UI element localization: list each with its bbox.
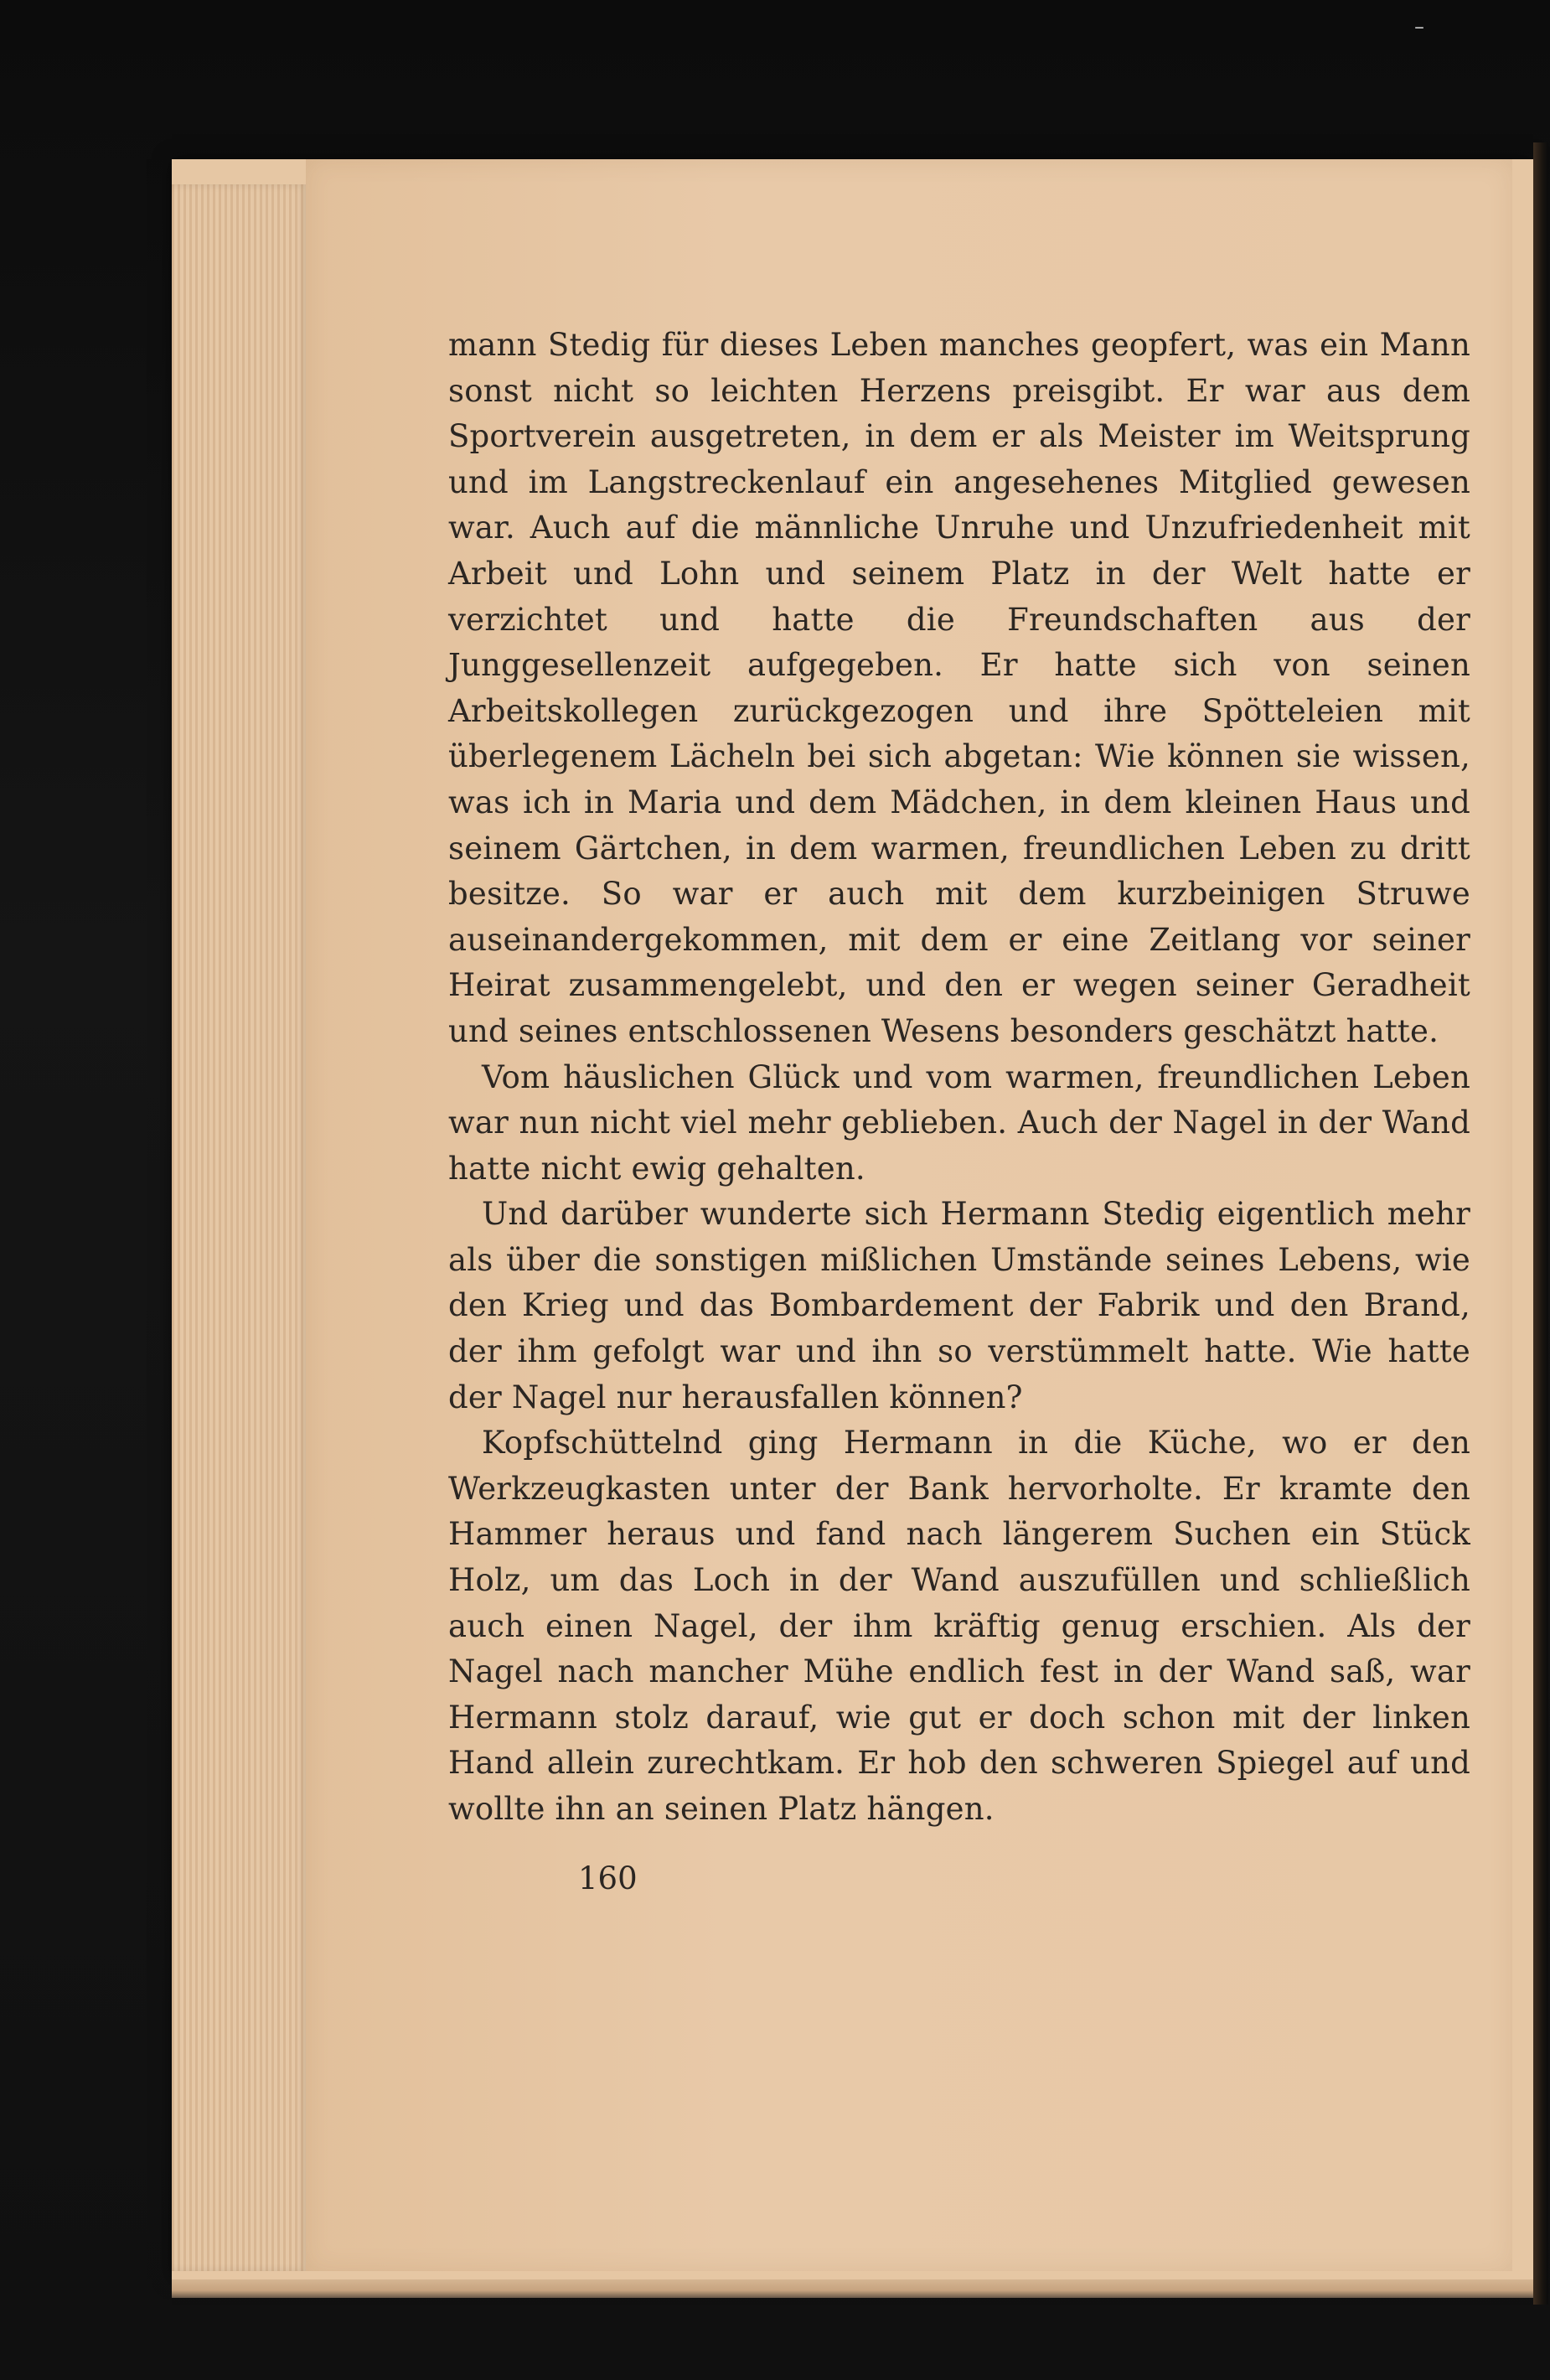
paragraph-3: Und darüber wunderte sich Hermann Stedig eigentlich mehr als über die sonstigen mißlichen Umstände seines Lebens, wie den Krieg und das Bombardement der Fabrik und den Brand, der ihm gefolgt war und ihn so verstümmelt hatte. Wie hatte der Nagel nur herausfallen können? (448, 1196, 1470, 1415)
stacked-page-edges (172, 184, 310, 2271)
book-spine-edge (1533, 142, 1548, 2305)
page-number: 160 (578, 1860, 638, 1896)
scanner-mark: – (1414, 15, 1424, 39)
page-text (448, 323, 1470, 1833)
paragraph-4: Kopfschüttelnd ging Hermann in die Küche, wo er den Werkzeugkasten unter der Bank hervorholte. Er kramte den Hammer heraus und fand nach längerem Suchen ein Stück Holz, um das Loch in der Wand auszufüllen und schließlich auch einen Nagel, der ihm kräftig genug erschien. Als der Nagel nach mancher Mühe endlich fest in der Wand saß, war Hermann stolz darauf, wie gut er doch schon mit der linken Hand allein zurechtkam. Er hob den schweren Spiegel auf und wollte ihn an seinen Platz hängen. (448, 1425, 1470, 1827)
paragraph-1: mann Stedig für dieses Leben manches geopfert, was ein Mann sonst nicht so leichten Herzens preisgibt. Er war aus dem Sportverein ausgetreten, in dem er als Meister im Weitsprung und im Langstreckenlauf ein angesehenes Mitglied gewesen war. Auch auf die männliche Unruhe und Unzufriedenheit mit Arbeit und Lohn und seinem Platz in der Welt hatte er verzichtet und hatte die Freundschaften aus der Junggesellenzeit aufgegeben. Er hatte sich von seinen Arbeitskollegen zurückgezogen und ihre Spötteleien mit überlegenem Lächeln bei sich abgetan: Wie können sie wissen, was ich in Maria und dem Mädchen, in dem kleinen Haus und seinem Gärtchen, in dem warmen, freundlichen Leben zu dritt besitze. So war er auch mit dem kurzbeinigen Struwe auseinandergekommen, mit dem er eine Zeitlang vor seiner Heirat zusammengelebt, und den er wegen seiner Geradheit und seines entschlossenen Wesens besonders geschätzt hatte. (448, 327, 1470, 1049)
book-bottom-edge (172, 2279, 1533, 2298)
paragraph-2: Vom häuslichen Glück und vom warmen, freundlichen Leben war nun nicht viel mehr geblieben. Auch der Nagel in der Wand hatte nicht ewig gehalten. (448, 1058, 1470, 1187)
